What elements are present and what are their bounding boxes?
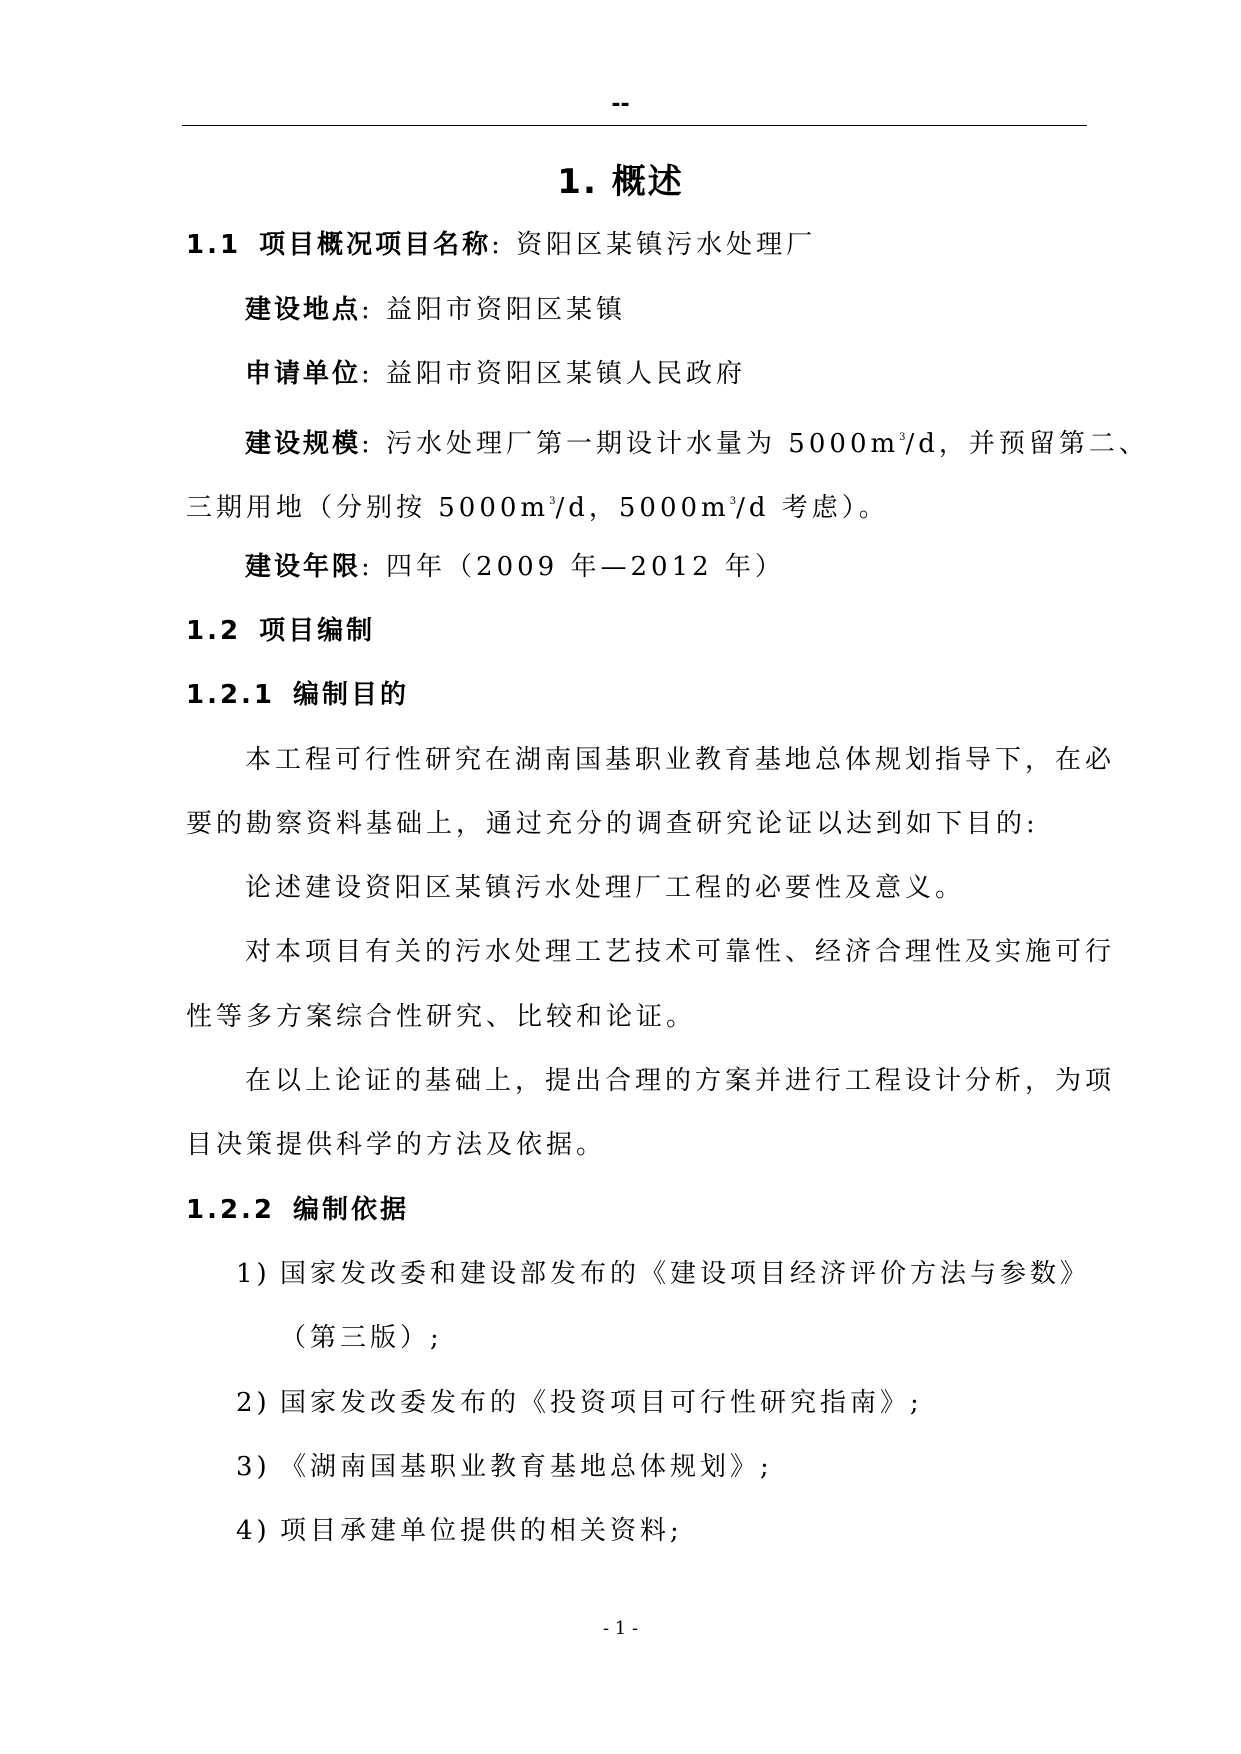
section-number: 1.1 xyxy=(186,230,242,260)
section-1-2 xyxy=(186,613,375,649)
field-location xyxy=(245,292,626,328)
paragraph-line: 在以上论证的基础上，提出合理的方案并进行工程设计分析，为项 xyxy=(245,1066,1116,1096)
section-number: 1.2.1 xyxy=(186,680,276,710)
project-name-value: 资阳区某镇污水处理厂 xyxy=(516,230,817,260)
section-heading: 编制目的 xyxy=(293,680,410,710)
paragraph-line: 性等多方案综合性研究、比较和论证。 xyxy=(186,1002,697,1032)
superscript: 3 xyxy=(549,496,556,507)
paragraph-line: 目决策提供科学的方法及依据。 xyxy=(186,1130,607,1160)
list-item-text: 国家发改委和建设部发布的《建设项目经济评价方法与参数》 xyxy=(280,1259,1091,1289)
field-value: /d，5000m xyxy=(555,493,730,523)
field-label: 建设地点 xyxy=(245,295,362,325)
section-heading: 项目编制 xyxy=(259,616,376,646)
section-number: 1.2 xyxy=(186,616,242,646)
field-colon: : xyxy=(361,552,387,582)
header-rule xyxy=(182,125,1087,126)
field-value: 污水处理厂第一期设计水量为 5000m xyxy=(386,429,900,459)
field-label: 建设规模 xyxy=(245,429,362,459)
field-colon: : xyxy=(361,295,387,325)
list-item-number: 1) xyxy=(236,1259,271,1289)
field-value: /d 考虑）。 xyxy=(736,493,889,523)
field-scale-continued xyxy=(186,484,889,526)
section-heading: 编制依据 xyxy=(293,1195,410,1225)
list-item-number: 4) xyxy=(236,1516,271,1546)
list-item xyxy=(236,1449,773,1485)
field-colon: : xyxy=(361,429,387,459)
field-applicant xyxy=(245,356,746,392)
paragraph-line: 本工程可行性研究在湖南国基职业教育基地总体规划指导下，在必 xyxy=(245,745,1116,775)
list-item xyxy=(236,1256,1090,1292)
field-period xyxy=(245,549,785,585)
field-value: /d，并预留第二、 xyxy=(905,429,1149,459)
page-number: - 1 - xyxy=(602,1618,639,1639)
list-item-number: 3) xyxy=(236,1452,271,1482)
field-label: 建设年限 xyxy=(245,552,362,582)
section-1-2-2 xyxy=(186,1192,409,1228)
field-label: 申请单位 xyxy=(245,359,362,389)
section-1-2-1 xyxy=(186,677,409,713)
list-item-continued: （第三版）; xyxy=(280,1323,443,1353)
paragraph-line: 论述建设资阳区某镇污水处理厂工程的必要性及意义。 xyxy=(245,873,966,903)
section-number: 1.2.2 xyxy=(186,1195,276,1225)
list-item xyxy=(236,1513,683,1549)
list-item-text: 国家发改委发布的《投资项目可行性研究指南》; xyxy=(280,1388,923,1418)
list-item-text: 项目承建单位提供的相关资料; xyxy=(280,1516,683,1546)
list-item-text: 《湖南国基职业教育基地总体规划》; xyxy=(280,1452,773,1482)
field-colon: : xyxy=(491,230,517,260)
field-colon: : xyxy=(361,359,387,389)
section-heading: 项目概况项目名称 xyxy=(259,230,492,260)
field-value: 三期用地（分别按 5000m xyxy=(186,493,550,523)
chapter-title: 1. 概述 xyxy=(557,162,684,202)
list-item-number: 2) xyxy=(236,1388,271,1418)
section-1-1 xyxy=(186,227,816,263)
field-value: 益阳市资阳区某镇 xyxy=(386,295,627,325)
paragraph-line: 要的勘察资料基础上，通过充分的调查研究论证以达到如下目的: xyxy=(186,809,1039,839)
superscript: 3 xyxy=(899,432,906,443)
field-scale xyxy=(245,420,1149,462)
page-header-mark: -- xyxy=(611,92,630,117)
superscript: 3 xyxy=(729,496,737,507)
list-item xyxy=(236,1385,923,1421)
field-value: 益阳市资阳区某镇人民政府 xyxy=(386,359,747,389)
paragraph-line: 对本项目有关的污水处理工艺技术可靠性、经济合理性及实施可行 xyxy=(245,937,1116,967)
field-value: 四年（2009 年—2012 年） xyxy=(386,552,785,582)
